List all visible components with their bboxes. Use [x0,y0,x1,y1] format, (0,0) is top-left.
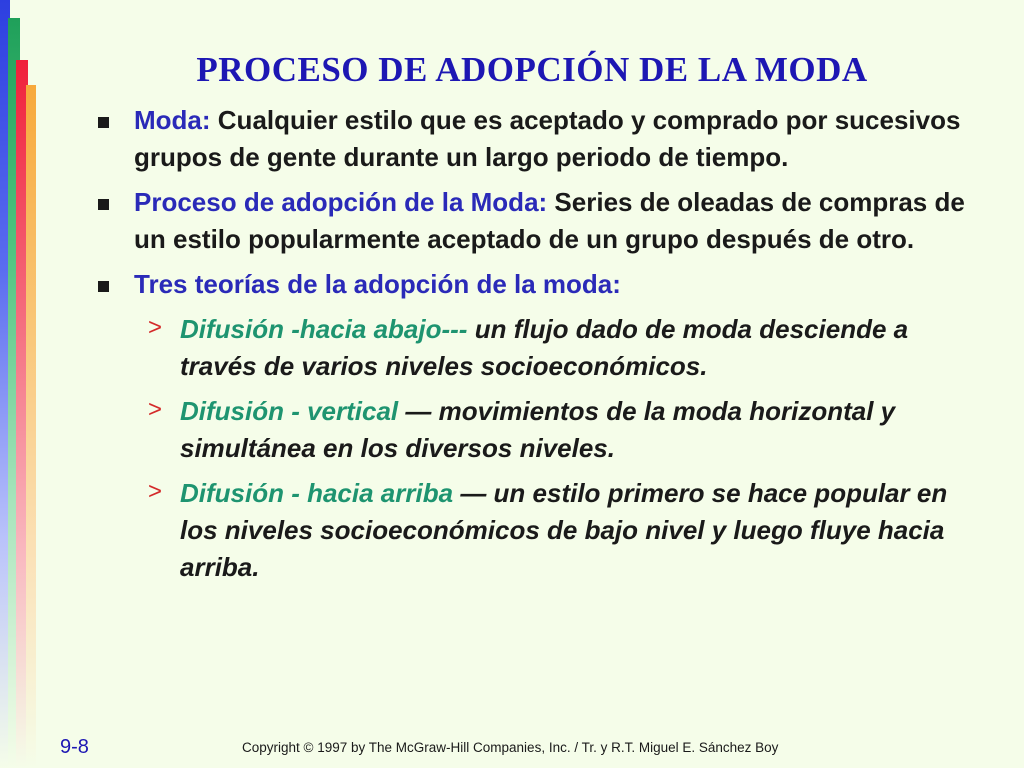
sub-bullet-body: — un estilo primero se hace popular en los niveles socioeconómicos de bajo nivel y luego fluye hacia arriba. [180,478,948,582]
bullet-text [134,266,978,303]
sub-bullet-term: Difusión - hacia arriba [180,478,454,508]
decorative-side-bars [0,0,42,768]
slide-content [98,102,978,594]
sub-bullet-item [148,311,978,385]
side-bar-orange [26,85,36,768]
bullet-text [134,102,978,176]
sub-bullet-term: Difusión - vertical [180,396,399,426]
bullet-term: Tres teorías de la adopción de la moda: [134,269,621,299]
greater-than-marker-icon: > [148,314,163,341]
sub-bullet-text [180,311,978,385]
square-bullet-icon [98,281,109,292]
square-bullet-icon [98,117,109,128]
bullet-body: Cualquier estilo que es aceptado y comprado por sucesivos grupos de gente durante un largo periodo de tiempo. [134,105,961,172]
slide-number: 9-8 [60,736,89,758]
sub-bullet-list [148,311,978,586]
bullet-item [98,184,978,258]
bullet-text [134,184,978,258]
bullet-item [98,266,978,303]
sub-bullet-body: un flujo dado de moda desciende a través de varios niveles socioeconómicos. [180,314,909,381]
sub-bullet-item [148,475,978,586]
bullet-body: Series de oleadas de compras de un estilo popularmente aceptado de un grupo después de otro. [134,187,965,254]
bullet-term: Proceso de adopción de la Moda: [134,187,548,217]
greater-than-marker-icon: > [148,396,163,423]
sub-bullet-term: Difusión -hacia abajo--- [180,314,468,344]
sub-bullet-text [180,393,978,467]
square-bullet-icon [98,199,109,210]
sub-bullet-body: — movimientos de la moda horizontal y simultánea en los diversos niveles. [180,396,896,463]
slide-footer [0,736,1024,760]
sub-bullet-item [148,393,978,467]
slide-title: PROCESO DE ADOPCIÓN DE LA MODA [196,50,868,89]
copyright-notice: Copyright © 1997 by The McGraw-Hill Companies, Inc. / Tr. y R.T. Miguel E. Sánchez Boy [242,740,779,755]
bullet-item [98,102,978,176]
bullet-term: Moda: [134,105,211,135]
greater-than-marker-icon: > [148,478,163,505]
sub-bullet-text [180,475,978,586]
